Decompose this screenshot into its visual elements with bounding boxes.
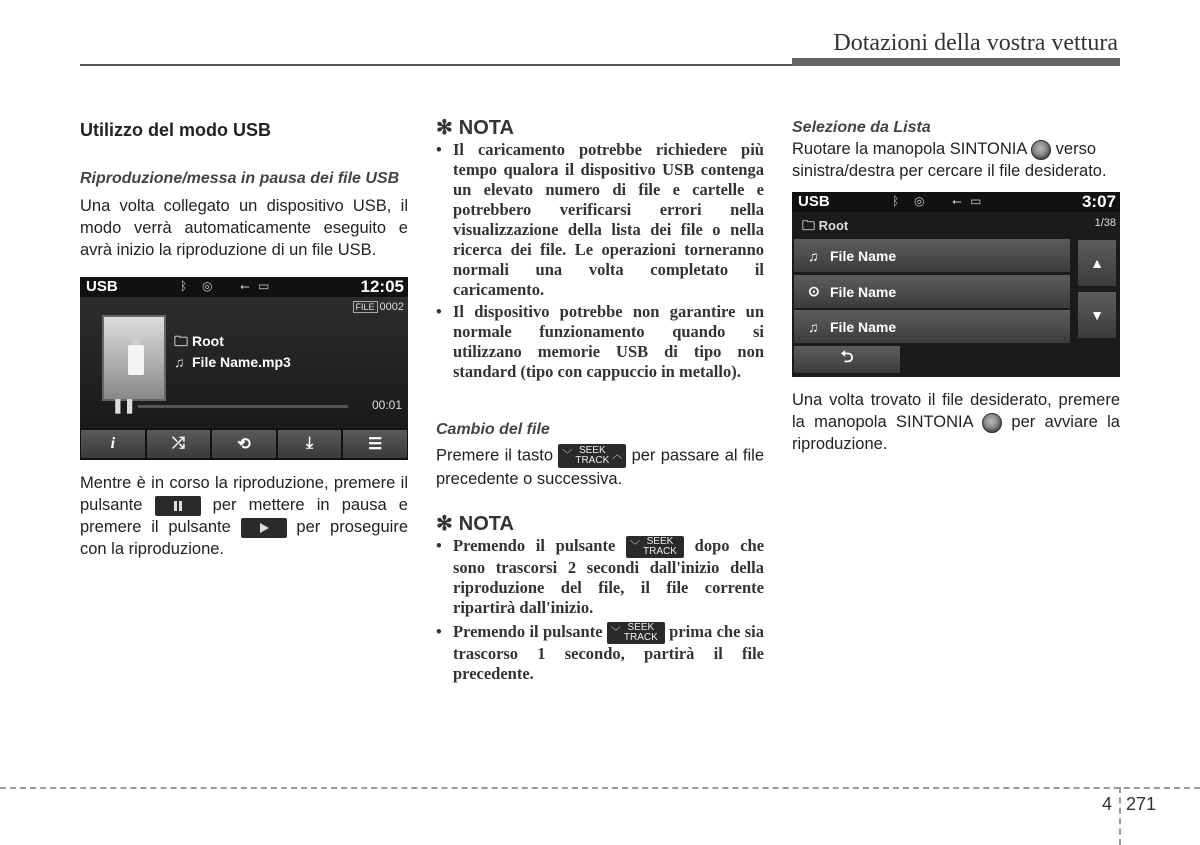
now-playing-area: [80, 297, 408, 427]
folder-line: 🗀 Root: [174, 331, 224, 355]
progress-track: [138, 405, 348, 408]
asterisk-icon: ✻: [436, 513, 453, 535]
repeat-button[interactable]: ⟲: [212, 430, 276, 458]
chapter-number: 4: [1102, 794, 1113, 814]
folder-icon: 🗀: [802, 218, 819, 233]
folder-path: [792, 214, 1120, 236]
file-line: ♫ File Name.mp3: [174, 354, 291, 370]
bluetooth-icon: ᛒ: [180, 279, 188, 293]
subsection-title: Selezione da Lista: [792, 119, 931, 136]
music-note-icon: ♫: [808, 247, 819, 264]
shuffle-button[interactable]: ⤮: [147, 430, 211, 458]
nota-heading: ✻ NOTA: [436, 513, 514, 535]
usb-icon: ⭠: [240, 279, 250, 293]
list-button[interactable]: ☰: [343, 430, 407, 458]
scroll-up-button[interactable]: ▲: [1078, 240, 1116, 286]
folder-label: 🗀 Root: [802, 218, 849, 233]
footer-dashed-rule: [0, 787, 1200, 789]
file-number: FILE 0002: [353, 301, 405, 313]
usb-list-screen: [792, 192, 1120, 377]
column-3: [792, 112, 1120, 455]
clock: 3:07: [1081, 192, 1116, 211]
tuning-knob-icon: [982, 413, 1002, 433]
page-number: 271: [1126, 794, 1157, 814]
chevron-up-icon: ︿: [612, 450, 623, 461]
paragraph: Una volta trovato il file desiderato, premere la manopola SINTONIA per avviare la riproduzione.: [792, 391, 1120, 453]
screen-status-bar: [792, 192, 1120, 212]
subsection-title: Cambio del file: [436, 421, 550, 438]
usb-album-art: [102, 315, 166, 401]
screen-status-bar: [80, 277, 408, 297]
list-item: • Il caricamento potrebbe richiedere più tempo qualora il dispositivo USB contenga un elevato numero di file e cartelle e potrebbero verificarsi errori nella visualizzazione della lista dei file o nella ricerca dei file. Le operazioni torneranno normali una volta completato il caricamento.: [436, 140, 764, 300]
scroll-down-button[interactable]: ▼: [1078, 292, 1116, 338]
folder-icon: 🗀: [174, 333, 188, 349]
tuning-knob-icon: [1031, 140, 1051, 160]
screen-footer-buttons: [80, 428, 408, 460]
battery-icon: ▭: [258, 279, 270, 293]
seek-track-button-icon: ﹀ SEEK TRACK ︿: [558, 444, 626, 468]
usb-icon: ⭠: [952, 194, 962, 208]
page-header-title: Dotazioni della vostra vettura: [833, 30, 1118, 56]
chevron-down-icon: ﹀: [610, 627, 621, 639]
list-item: • Il dispositivo potrebbe non garantire un normale funzionamento quando si utilizzano memorie USB di tipo non standard (tipo con cappuccio in metallo).: [436, 302, 764, 382]
disc-icon: ◎: [914, 194, 925, 208]
list-item[interactable]: ⊙ File Name: [794, 275, 1070, 308]
back-button[interactable]: ⮌: [794, 346, 900, 373]
footer-dashed-divider: [1119, 787, 1121, 845]
subsection-title: Riproduzione/messa in pausa dei file USB: [80, 170, 400, 187]
list-item[interactable]: ♫ File Name: [794, 310, 1070, 343]
mode-label: USB: [86, 278, 118, 295]
clock: 12:05: [360, 277, 404, 296]
seek-track-button-icon: ﹀ SEEK TRACK: [607, 622, 665, 644]
pause-icon: ❚❚: [112, 397, 136, 413]
paragraph: Ruotare la manopola SINTONIA verso sinistra/destra per cercare il file desiderato.: [792, 140, 1107, 180]
paragraph: Una volta collegato un dispositivo USB, il modo verrà automaticamente eseguito e avrà inizio la riproduzione di un file USB.: [80, 197, 408, 259]
header-bar: [792, 58, 1120, 66]
music-note-icon: ♫: [174, 354, 185, 370]
seek-track-button-icon: ﹀ SEEK TRACK: [626, 536, 684, 558]
elapsed-time: 00:01: [371, 398, 402, 412]
paragraph-pause-play: Mentre è in corso la riproduzione, premere il pulsante per mettere in pausa e premere il pulsante per proseguire con la riproduzione.: [80, 474, 409, 558]
nota-heading: ✻ NOTA: [436, 117, 514, 139]
mode-label: USB: [798, 193, 830, 210]
bluetooth-icon: ᛒ: [892, 194, 900, 208]
list-item[interactable]: ♫ File Name: [794, 239, 1070, 272]
play-button-icon: [241, 518, 287, 538]
info-button[interactable]: i: [81, 430, 145, 458]
nota-list: [436, 140, 764, 382]
section-title: Utilizzo del modo USB: [80, 120, 271, 140]
pause-button-icon: [155, 496, 201, 516]
paragraph: Premere il tasto ﹀ SEEK TRACK ︿ per passare al file precedente o successiva.: [436, 445, 765, 488]
usb-player-screen: [80, 277, 408, 460]
column-2: [436, 112, 764, 686]
asterisk-icon: ✻: [436, 117, 453, 139]
column-1: [80, 112, 408, 560]
list-item: • Premendo il pulsante ﹀ SEEK TRACK prima che sia trascorso 1 secondo, partirà il file precedente.: [436, 622, 764, 684]
nota-list: [436, 536, 764, 684]
usb-stick-icon: [128, 345, 144, 375]
list-item: • Premendo il pulsante ﹀ SEEK TRACK dopo che sono trascorsi 2 secondi dall'inizio della riproduzione del file, il file corrente ripartirà dall'inizio.: [436, 536, 764, 618]
file-count: 1/38: [1094, 217, 1116, 229]
play-circle-icon: ⊙: [808, 283, 820, 299]
music-note-icon: ♫: [808, 318, 819, 335]
disc-icon: ◎: [202, 279, 213, 293]
copy-button[interactable]: ⤓: [278, 430, 342, 458]
battery-icon: ▭: [970, 194, 982, 208]
chevron-down-icon: ﹀: [562, 450, 573, 461]
chevron-down-icon: ﹀: [630, 541, 641, 553]
